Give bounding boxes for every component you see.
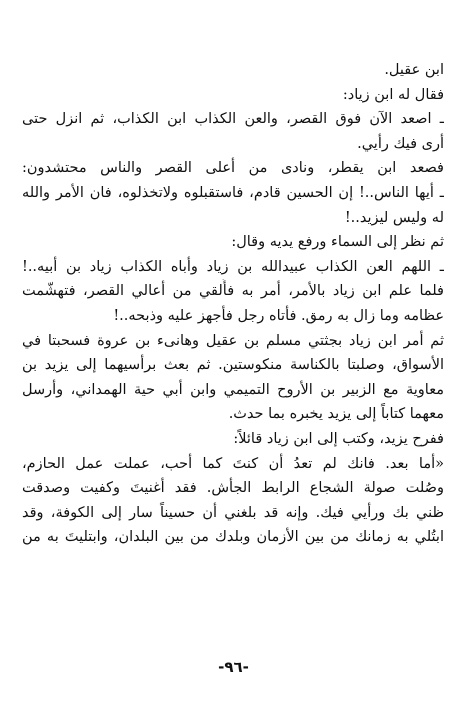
page-body bbox=[22, 58, 444, 550]
text-line: ظني بك ورأيي فيك. وإنه قد بلغني أن حسيناً سار إلى الكوفة، وقد bbox=[22, 504, 444, 521]
text-line: ابتُلي به زمانك من بين الأزمان وبلدك من بين البلدان، وابتليتَ به من bbox=[22, 529, 444, 546]
text-line: ففرح يزيد، وكتب إلى ابن زياد قائلاً: bbox=[233, 430, 444, 447]
text-line: له وليس ليزيد..! bbox=[344, 209, 444, 226]
text-line: الأسواق، وصلبتا بالكناسة منكوستين. ثم بعث برأسيهما إلى يزيد بن bbox=[22, 357, 444, 374]
text-line: «أما بعد. فانك لم تعدُ أن كنتَ كما أحب، عملت عمل الحازم، bbox=[22, 455, 444, 472]
text-line: ـ اللهم العن الكذاب عبيدالله بن زياد وأباه الكذاب زياد بن أبيه..! bbox=[22, 258, 444, 275]
text-line: وصُلت صولة الشجاع الرابط الجأش. فقد أغنيتَ وكفيت وصدقت bbox=[22, 480, 444, 497]
text-line: فقال له ابن زياد: bbox=[342, 86, 444, 103]
text-line: معهما كتاباً إلى يزيد يخبره بما حدث. bbox=[228, 406, 444, 423]
text-line: ابن عقيل. bbox=[384, 62, 444, 78]
page-number: -٩٦- bbox=[218, 658, 249, 676]
text-line: معاوية مع الزبير بن الأروح التميمي وابن أبي حية الهمداني، وأرسل bbox=[22, 381, 444, 398]
text-line: فلما علم ابن زياد بالأمر، أمر به فأُلقي من أعالي القصر، فتهشّمت bbox=[22, 283, 444, 300]
text-line: عظامه وما زال به رمق. فأتاه رجل فأجهز عليه وذبحه..! bbox=[113, 307, 444, 324]
text-line: ـ أيها الناس..! إن الحسين قادم، فاستقبلوه ولاتخذلوه، فان الأمر والله bbox=[22, 184, 444, 201]
text-line: ثم أمر ابن زياد بجثتي مسلم بن عقيل وهانىء بن عروة فسحبتا في bbox=[22, 332, 444, 349]
text-line: فصعد ابن يقطر، ونادى من أعلى القصر والناس محتشدون: bbox=[22, 160, 444, 177]
text-line: ثم نظر إلى السماء ورفع يديه وقال: bbox=[231, 234, 444, 251]
text-line: ـ اصعد الآن فوق القصر، والعن الكذاب ابن الكذاب، ثم انزل حتى bbox=[22, 111, 444, 128]
text-line: أرى فيك رأيي. bbox=[357, 135, 444, 152]
